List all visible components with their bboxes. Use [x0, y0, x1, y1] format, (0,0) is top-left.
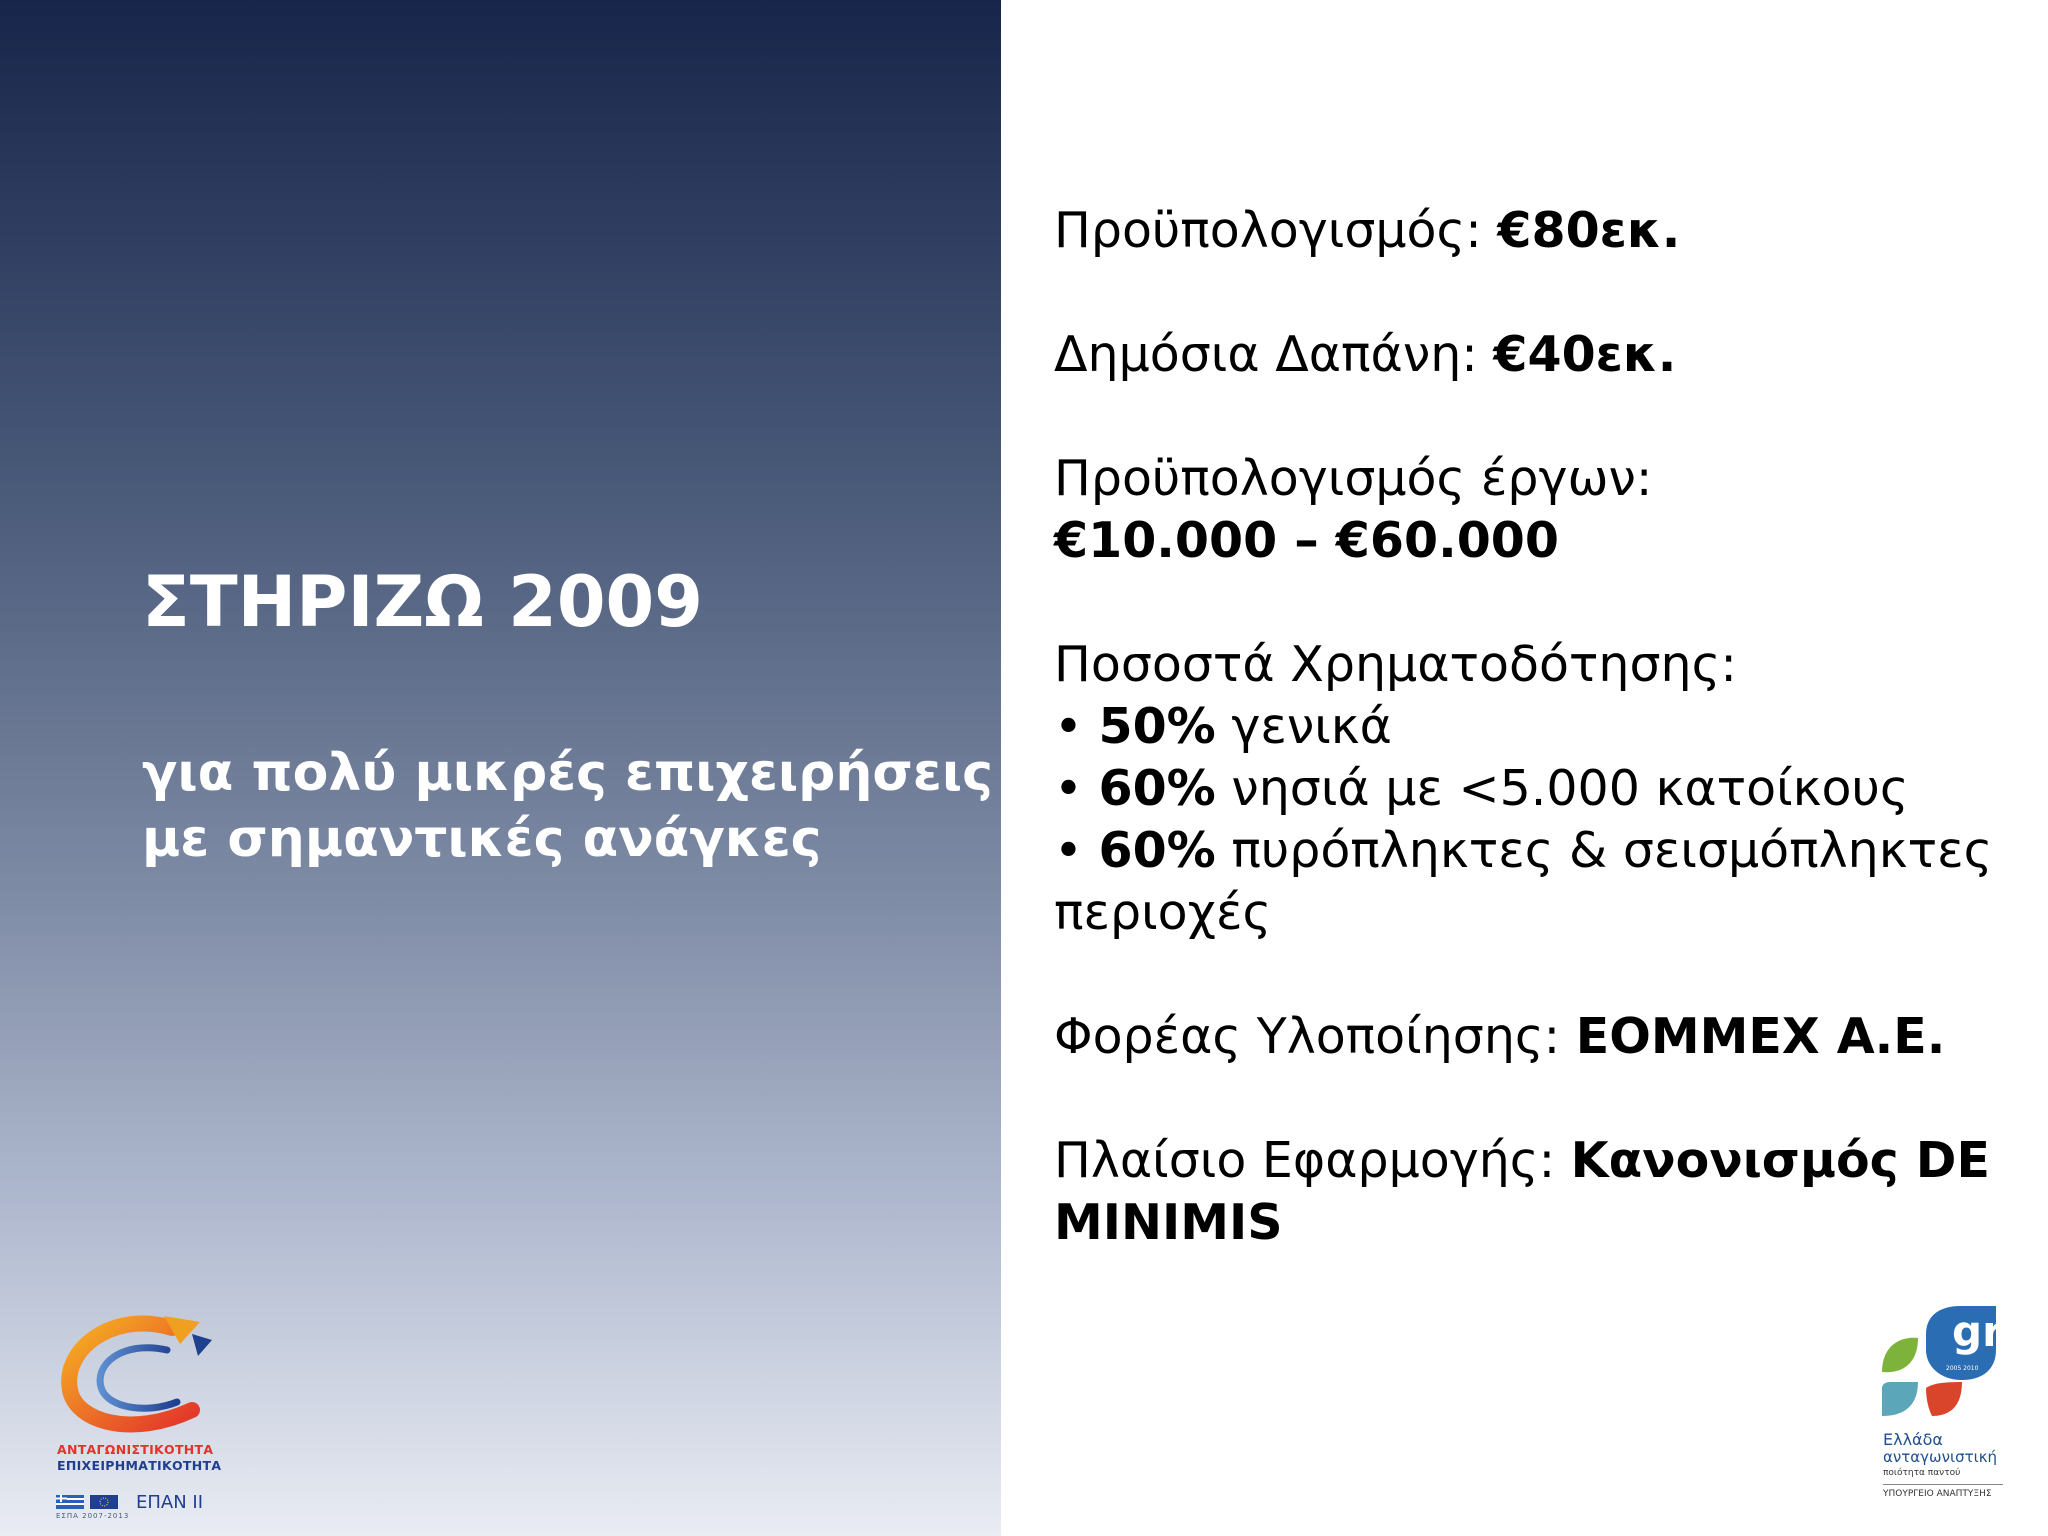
bullet-marker: •: [1054, 760, 1099, 817]
funding-bullet-3-continuation: περιοχές: [1054, 884, 1272, 941]
agency-value: ΕΟΜΜΕΧ Α.Ε.: [1575, 1008, 1946, 1065]
epan-text-1: ΑΝΤΑΓΩΝΙΣΤΙΚΟΤΗΤΑ: [57, 1442, 214, 1457]
logo-divider: [1883, 1484, 2003, 1485]
funding-bullet-3: [1054, 820, 2014, 882]
public-expense-value: €40εκ.: [1493, 326, 1677, 383]
public-expense-line: [1054, 324, 2014, 386]
bullet-text: πυρόπληκτες & σεισμόπληκτες: [1215, 822, 1993, 879]
budget-line: [1054, 200, 2014, 262]
subtitle-line-1: για πολύ μικρές επιχειρήσεις: [142, 743, 993, 803]
epan-label: ΕΠΑΝ ΙΙ: [136, 1492, 204, 1513]
subtitle-line-2: με σημαντικές ανάγκες: [142, 809, 822, 869]
espa-label: ΕΣΠΑ 2007-2013: [56, 1512, 130, 1520]
bullet-value: 50%: [1098, 698, 1216, 755]
gr-years: 2005 2010: [1946, 1365, 1979, 1372]
flags-icon: [56, 1495, 126, 1509]
logo-line-3: ποιότητα παντού: [1883, 1468, 1961, 1478]
framework-label: Πλαίσιο Εφαρμογής:: [1054, 1132, 1571, 1189]
funding-bullet-2: [1054, 758, 2014, 820]
logo-line-4: ΥΠΟΥΡΓΕΙΟ ΑΝΑΠΤΥΞΗΣ: [1883, 1489, 1992, 1499]
bullet-marker: •: [1054, 698, 1099, 755]
funding-label: Ποσοστά Χρηματοδότησης:: [1054, 636, 1737, 693]
project-budget-label: Προϋπολογισμός έργων:: [1054, 450, 1653, 507]
gr-leaves-icon: [1880, 1304, 2000, 1429]
greece-competitive-logo: [1880, 1304, 2020, 1514]
epan-text-2: ΕΠΙΧΕΙΡΗΜΑΤΙΚΟΤΗΤΑ: [57, 1458, 222, 1473]
gr-text: gr: [1952, 1307, 2000, 1356]
agency-label: Φορέας Υλοποίησης:: [1054, 1008, 1576, 1065]
budget-label: Προϋπολογισμός:: [1054, 202, 1498, 259]
details-block: [1054, 200, 2014, 1254]
bullet-value: 60%: [1098, 822, 1216, 879]
bullet-value: 60%: [1098, 760, 1216, 817]
framework-line: [1054, 1130, 2014, 1192]
epan-logo: [52, 1310, 242, 1525]
agency-line: [1054, 1006, 2014, 1068]
logo-line-1: Ελλάδα: [1883, 1430, 1943, 1449]
epan-swirl-icon: [52, 1310, 242, 1445]
funding-bullet-1: [1054, 696, 2014, 758]
bullet-text: γενικά: [1215, 698, 1392, 755]
logo-line-2: ανταγωνιστική: [1883, 1448, 1998, 1466]
framework-value-cont: MINIMIS: [1054, 1194, 1283, 1251]
bullet-text: νησιά με <5.000 κατοίκους: [1215, 760, 1909, 817]
framework-value: Κανονισμός DE: [1570, 1132, 1990, 1189]
public-expense-label: Δημόσια Δαπάνη:: [1054, 326, 1494, 383]
slide-subtitle: [142, 740, 993, 872]
bullet-marker: •: [1054, 822, 1099, 879]
project-budget-value: €10.000 – €60.000: [1054, 512, 1559, 569]
budget-value: €80εκ.: [1497, 202, 1681, 259]
slide-title: ΣΤΗΡΙΖΩ 2009: [142, 561, 703, 643]
